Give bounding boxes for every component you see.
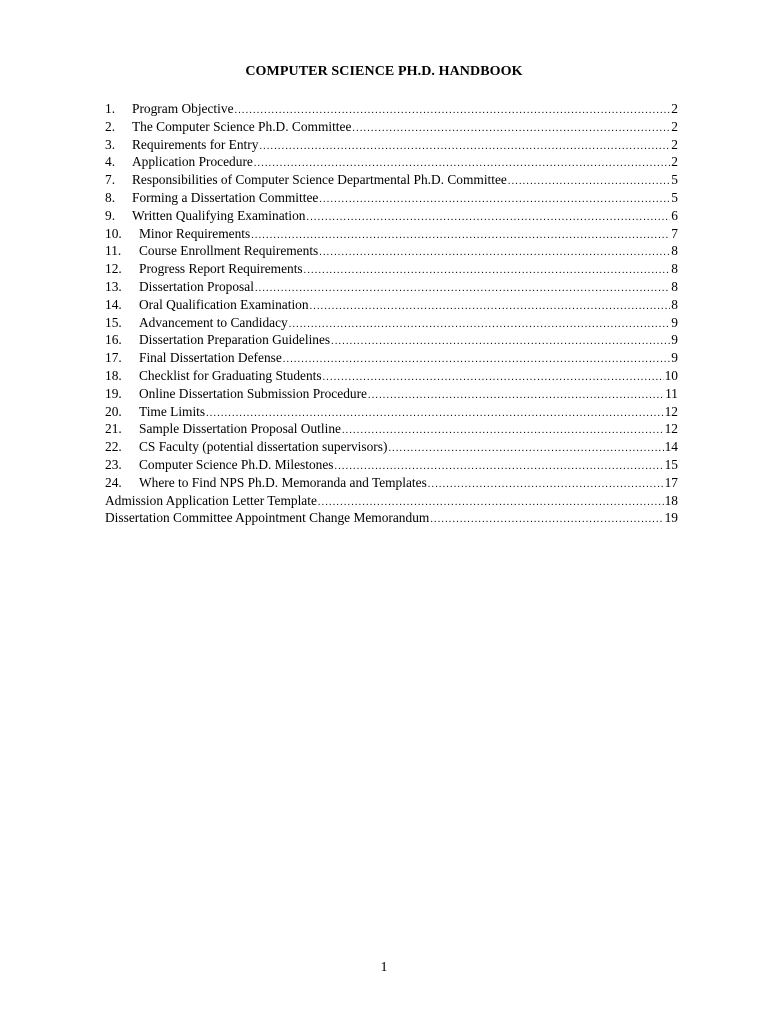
toc-entry-20[interactable] bbox=[105, 403, 678, 421]
toc-entry-number: 15. bbox=[105, 314, 122, 330]
toc-entry-page: 5 bbox=[671, 189, 678, 205]
toc-dot-leader bbox=[307, 209, 671, 227]
toc-entry-page: 9 bbox=[671, 350, 678, 366]
table-of-contents bbox=[105, 100, 678, 527]
toc-entry-page: 7 bbox=[671, 225, 678, 241]
toc-entry-number: 2. bbox=[105, 118, 116, 134]
toc-entry-page: 8 bbox=[671, 278, 678, 294]
toc-dot-leader bbox=[319, 244, 670, 262]
toc-entry-number: 19. bbox=[105, 385, 122, 401]
toc-dot-leader bbox=[368, 387, 664, 405]
toc-entry-number: 10. bbox=[105, 225, 122, 241]
toc-entry-committee-memo[interactable] bbox=[105, 509, 678, 527]
toc-entry-1[interactable] bbox=[105, 100, 678, 118]
toc-entry-page: 8 bbox=[671, 296, 678, 312]
toc-dot-leader bbox=[331, 333, 670, 351]
toc-entry-19[interactable] bbox=[105, 385, 678, 403]
toc-dot-leader bbox=[508, 173, 670, 191]
toc-dot-leader bbox=[310, 298, 671, 316]
toc-entry-number: 23. bbox=[105, 456, 122, 472]
toc-dot-leader bbox=[323, 369, 664, 387]
toc-entry-admission-letter[interactable] bbox=[105, 492, 678, 510]
toc-dot-leader bbox=[388, 440, 663, 458]
toc-entry-14[interactable] bbox=[105, 296, 678, 314]
toc-entry-page: 10 bbox=[664, 367, 678, 383]
toc-entry-title: Minor Requirements bbox=[139, 225, 251, 241]
toc-entry-title: Computer Science Ph.D. Milestones bbox=[139, 456, 334, 472]
toc-entry-24[interactable] bbox=[105, 474, 678, 492]
toc-entry-title: CS Faculty (potential dissertation supervisors) bbox=[139, 439, 388, 455]
toc-dot-leader bbox=[352, 120, 670, 138]
toc-entry-page: 6 bbox=[671, 207, 678, 223]
toc-entry-title: Forming a Dissertation Committee bbox=[132, 189, 319, 205]
toc-entry-title: Application Procedure bbox=[132, 154, 253, 170]
toc-entry-22[interactable] bbox=[105, 438, 678, 456]
toc-entry-page: 14 bbox=[664, 439, 678, 455]
toc-entry-9[interactable] bbox=[105, 207, 678, 225]
toc-dot-leader bbox=[319, 191, 670, 209]
toc-entry-number: 17. bbox=[105, 350, 122, 366]
toc-entry-page: 17 bbox=[664, 474, 678, 490]
toc-entry-number: 4. bbox=[105, 154, 116, 170]
toc-dot-leader bbox=[259, 138, 670, 156]
toc-entry-17[interactable] bbox=[105, 349, 678, 367]
toc-entry-title: Dissertation Committee Appointment Change Memorandum bbox=[105, 510, 430, 526]
toc-entry-number: 14. bbox=[105, 296, 122, 312]
toc-dot-leader bbox=[428, 476, 664, 494]
toc-entry-page: 9 bbox=[671, 314, 678, 330]
toc-entry-title: Dissertation Preparation Guidelines bbox=[139, 332, 331, 348]
toc-entry-page: 19 bbox=[664, 510, 678, 526]
toc-entry-page: 8 bbox=[671, 243, 678, 259]
toc-entry-number: 8. bbox=[105, 189, 116, 205]
toc-entry-page: 2 bbox=[671, 154, 678, 170]
page-title: COMPUTER SCIENCE PH.D. HANDBOOK bbox=[245, 64, 523, 79]
toc-entry-title: Requirements for Entry bbox=[132, 136, 259, 152]
toc-entry-title: Course Enrollment Requirements bbox=[139, 243, 319, 259]
toc-entry-page: 18 bbox=[664, 492, 678, 508]
toc-entry-page: 2 bbox=[671, 101, 678, 116]
toc-entry-number: 12. bbox=[105, 261, 122, 277]
toc-entry-page: 15 bbox=[664, 456, 678, 472]
toc-entry-7[interactable] bbox=[105, 171, 678, 189]
toc-entry-number: 20. bbox=[105, 403, 122, 419]
toc-entry-title: Time Limits bbox=[139, 403, 206, 419]
toc-dot-leader bbox=[255, 280, 670, 298]
toc-entry-number: 11. bbox=[105, 243, 122, 259]
toc-entry-title: Online Dissertation Submission Procedure bbox=[139, 385, 367, 401]
toc-entry-page: 12 bbox=[664, 421, 678, 437]
toc-entry-15[interactable] bbox=[105, 314, 678, 332]
toc-entry-page: 5 bbox=[671, 172, 678, 188]
toc-entry-18[interactable] bbox=[105, 367, 678, 385]
toc-entry-number: 16. bbox=[105, 332, 122, 348]
toc-entry-number: 18. bbox=[105, 367, 122, 383]
toc-entry-23[interactable] bbox=[105, 456, 678, 474]
toc-entry-4[interactable] bbox=[105, 153, 678, 171]
toc-dot-leader bbox=[430, 511, 663, 529]
toc-dot-leader bbox=[283, 351, 670, 369]
toc-entry-title: The Computer Science Ph.D. Committee bbox=[132, 118, 352, 134]
toc-entry-number: 24. bbox=[105, 474, 122, 490]
toc-entry-page: 8 bbox=[671, 261, 678, 277]
toc-entry-3[interactable] bbox=[105, 136, 678, 154]
toc-entry-title: Advancement to Candidacy bbox=[139, 314, 288, 330]
toc-dot-leader bbox=[342, 422, 664, 440]
toc-entry-13[interactable] bbox=[105, 278, 678, 296]
toc-entry-page: 9 bbox=[671, 332, 678, 348]
toc-entry-title: Written Qualifying Examination bbox=[132, 207, 306, 223]
toc-entry-number: 13. bbox=[105, 278, 122, 294]
toc-entry-number: 22. bbox=[105, 439, 122, 455]
toc-entry-title: Oral Qualification Examination bbox=[139, 296, 309, 312]
toc-entry-2[interactable] bbox=[105, 118, 678, 136]
toc-entry-16[interactable] bbox=[105, 331, 678, 349]
toc-dot-leader bbox=[289, 316, 671, 334]
toc-entry-title: Program Objective bbox=[132, 101, 234, 116]
toc-entry-title: Checklist for Graduating Students bbox=[139, 367, 322, 383]
toc-entry-number: 9. bbox=[105, 207, 116, 223]
toc-entry-number: 21. bbox=[105, 421, 122, 437]
toc-entry-title: Responsibilities of Computer Science Departmental Ph.D. Committee bbox=[132, 172, 507, 188]
toc-entry-number: 1. bbox=[105, 101, 116, 116]
toc-entry-number: 3. bbox=[105, 136, 116, 152]
toc-entry-page: 2 bbox=[671, 118, 678, 134]
toc-entry-21[interactable] bbox=[105, 420, 678, 438]
toc-entry-title: Dissertation Proposal bbox=[139, 278, 254, 294]
toc-entry-title: Where to Find NPS Ph.D. Memoranda and Templates bbox=[139, 474, 427, 490]
toc-entry-8[interactable] bbox=[105, 189, 678, 207]
page-number: 1 bbox=[380, 960, 388, 975]
toc-entry-12[interactable] bbox=[105, 260, 678, 278]
toc-entry-number: 7. bbox=[105, 172, 116, 188]
toc-entry-11[interactable] bbox=[105, 242, 678, 260]
toc-entry-10[interactable] bbox=[105, 225, 678, 243]
toc-dot-leader bbox=[304, 262, 671, 280]
toc-entry-title: Admission Application Letter Template bbox=[105, 492, 317, 508]
toc-entry-page: 2 bbox=[671, 136, 678, 152]
toc-entry-title: Final Dissertation Defense bbox=[139, 350, 282, 366]
toc-entry-title: Sample Dissertation Proposal Outline bbox=[139, 421, 341, 437]
toc-entry-title: Progress Report Requirements bbox=[139, 261, 303, 277]
toc-entry-page: 12 bbox=[664, 403, 678, 419]
toc-entry-page: 11 bbox=[665, 385, 678, 401]
